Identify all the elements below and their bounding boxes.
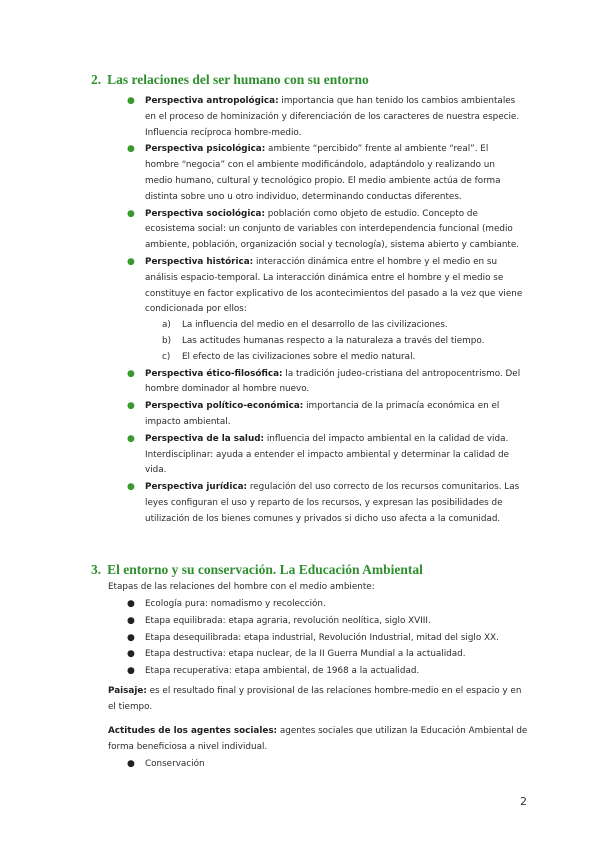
bullet-icon: ● <box>127 666 135 677</box>
sub-list-item <box>145 318 525 334</box>
bullet-icon: ● <box>127 433 135 444</box>
list-item <box>127 631 525 647</box>
list-item <box>127 255 525 366</box>
list-item <box>127 432 525 479</box>
list-item <box>127 367 525 399</box>
sub-text: El efecto de las civilizaciones sobre el medio natural. <box>182 351 416 362</box>
section-title: Las relaciones del ser humano con su entorno <box>107 72 369 87</box>
sub-letter: b) <box>162 335 172 346</box>
actitudes-list <box>127 757 525 774</box>
bullet-icon: ● <box>127 368 135 379</box>
list-item <box>127 480 525 527</box>
paisaje-label: Paisaje: <box>108 686 147 696</box>
item-label: Perspectiva psicológica: <box>145 144 266 155</box>
actitudes-text: agentes sociales que utilizan la Educación Ambiental de forma beneficiosa a nivel individual. <box>108 726 528 752</box>
item-text: la tradición judeo-cristiana del antropocentrismo. Del hombre dominador al hombre nuevo. <box>145 368 521 395</box>
stages-list <box>127 597 525 681</box>
section-number: 3. <box>91 562 102 577</box>
perspectives-list <box>127 94 525 529</box>
item-text: ambiente “percibido” frente al ambiente “real”. El hombre “negocia” con el ambiente modificándolo, adaptándolo y realizando un medio humano, cultural y tecnológico propio. El medio ambiente actúa de forma distinta sobre uno u otro individuo, determinando conductas diferentes. <box>145 144 501 202</box>
list-item <box>127 664 525 680</box>
sub-list-item <box>145 334 525 350</box>
sub-text: La influencia del medio en el desarrollo de las civilizaciones. <box>182 320 448 331</box>
item-text: influencia del impacto ambiental en la calidad de vida. Interdisciplinar: ayuda a entender el impacto ambiental y determinar la calidad de vida. <box>145 433 509 476</box>
list-item <box>127 597 525 613</box>
section-title: El entorno y su conservación. La Educación Ambiental <box>107 562 423 577</box>
item-text: población como objeto de estudio. Concepto de ecosistema social: un conjunto de variables con interdependencia funcional (medio ambiente, población, organización social y tecnología), sistema abierto y cambiante. <box>145 208 520 251</box>
item-label: Perspectiva histórica: <box>145 256 254 267</box>
section-2-heading <box>91 72 369 88</box>
bullet-icon: ● <box>127 144 135 155</box>
list-item <box>127 757 525 773</box>
bullet-icon: ● <box>127 96 135 106</box>
bullet-icon: ● <box>127 256 135 267</box>
bullet-icon: ● <box>127 632 135 643</box>
actitudes-paragraph <box>108 724 528 756</box>
list-item <box>127 647 525 663</box>
section-number: 2. <box>91 72 102 87</box>
item-text: regulación del uso correcto de los recursos comunitarios. Las leyes configuran el uso y reparto de los recursos, y expresan las posibilidades de utilización de los bienes comunes y privados si dicho uso afecta a la comunidad. <box>145 482 520 524</box>
item-text: importancia de la primacía económica en el impacto ambiental. <box>145 401 500 427</box>
list-item <box>127 614 525 630</box>
bullet-icon: ● <box>127 759 135 769</box>
list-item <box>127 94 525 141</box>
item-text: Etapa desequilibrada: etapa industrial, Revolución Industrial, mitad del siglo XX. <box>145 632 499 643</box>
item-text: interacción dinámica entre el hombre y el medio en su análisis espacio-temporal. La interacción dinámica entre el hombre y el medio se constituye en factor explicativo de los acontecimientos del pasado a la vez que viene condicionada por ellos: <box>145 256 523 315</box>
sub-text: Las actitudes humanas respecto a la naturaleza a través del tiempo. <box>182 335 485 346</box>
item-label: Perspectiva antropológica: <box>145 96 279 106</box>
item-label: Perspectiva sociológica: <box>145 208 266 219</box>
sub-letter: a) <box>162 320 171 331</box>
sub-letter: c) <box>162 351 171 362</box>
bullet-icon: ● <box>127 482 135 493</box>
page-number: 2 <box>520 795 527 808</box>
item-text: importancia que han tenido los cambios ambientales en el proceso de hominización y diferenciación de los caracteres de nuestra especie. Influencia recíproca hombre-medio. <box>145 96 520 138</box>
item-label: Perspectiva ético-filosófica: <box>145 368 283 379</box>
paisaje-text: es el resultado final y provisional de las relaciones hombre-medio en el espacio y en el tiempo. <box>108 686 522 712</box>
section-3-heading <box>91 562 423 578</box>
item-text: Etapa equilibrada: etapa agraria, revolución neolítica, siglo XVIII. <box>145 615 431 626</box>
item-label: Perspectiva político-económica: <box>145 401 304 412</box>
item-label: Perspectiva de la salud: <box>145 433 265 444</box>
list-item <box>127 142 525 205</box>
bullet-icon: ● <box>127 401 135 412</box>
actitudes-label: Actitudes de los agentes sociales: <box>108 726 278 736</box>
item-text: Conservación <box>145 759 205 769</box>
list-item <box>127 399 525 431</box>
paisaje-paragraph <box>108 684 528 716</box>
item-label: Perspectiva jurídica: <box>145 482 248 493</box>
bullet-icon: ● <box>127 599 135 609</box>
item-text: Etapa destructiva: etapa nuclear, de la II Guerra Mundial a la actualidad. <box>145 649 466 660</box>
bullet-icon: ● <box>127 649 135 660</box>
sub-list-item <box>145 350 525 366</box>
historic-sub-list <box>145 318 525 365</box>
stages-intro: Etapas de las relaciones del hombre con el medio ambiente: <box>108 582 375 592</box>
bullet-icon: ● <box>127 615 135 626</box>
item-text: Etapa recuperativa: etapa ambiental, de 1968 a la actualidad. <box>145 666 420 677</box>
item-text: Ecología pura: nomadismo y recolección. <box>145 599 326 609</box>
list-item <box>127 207 525 254</box>
bullet-icon: ● <box>127 208 135 219</box>
